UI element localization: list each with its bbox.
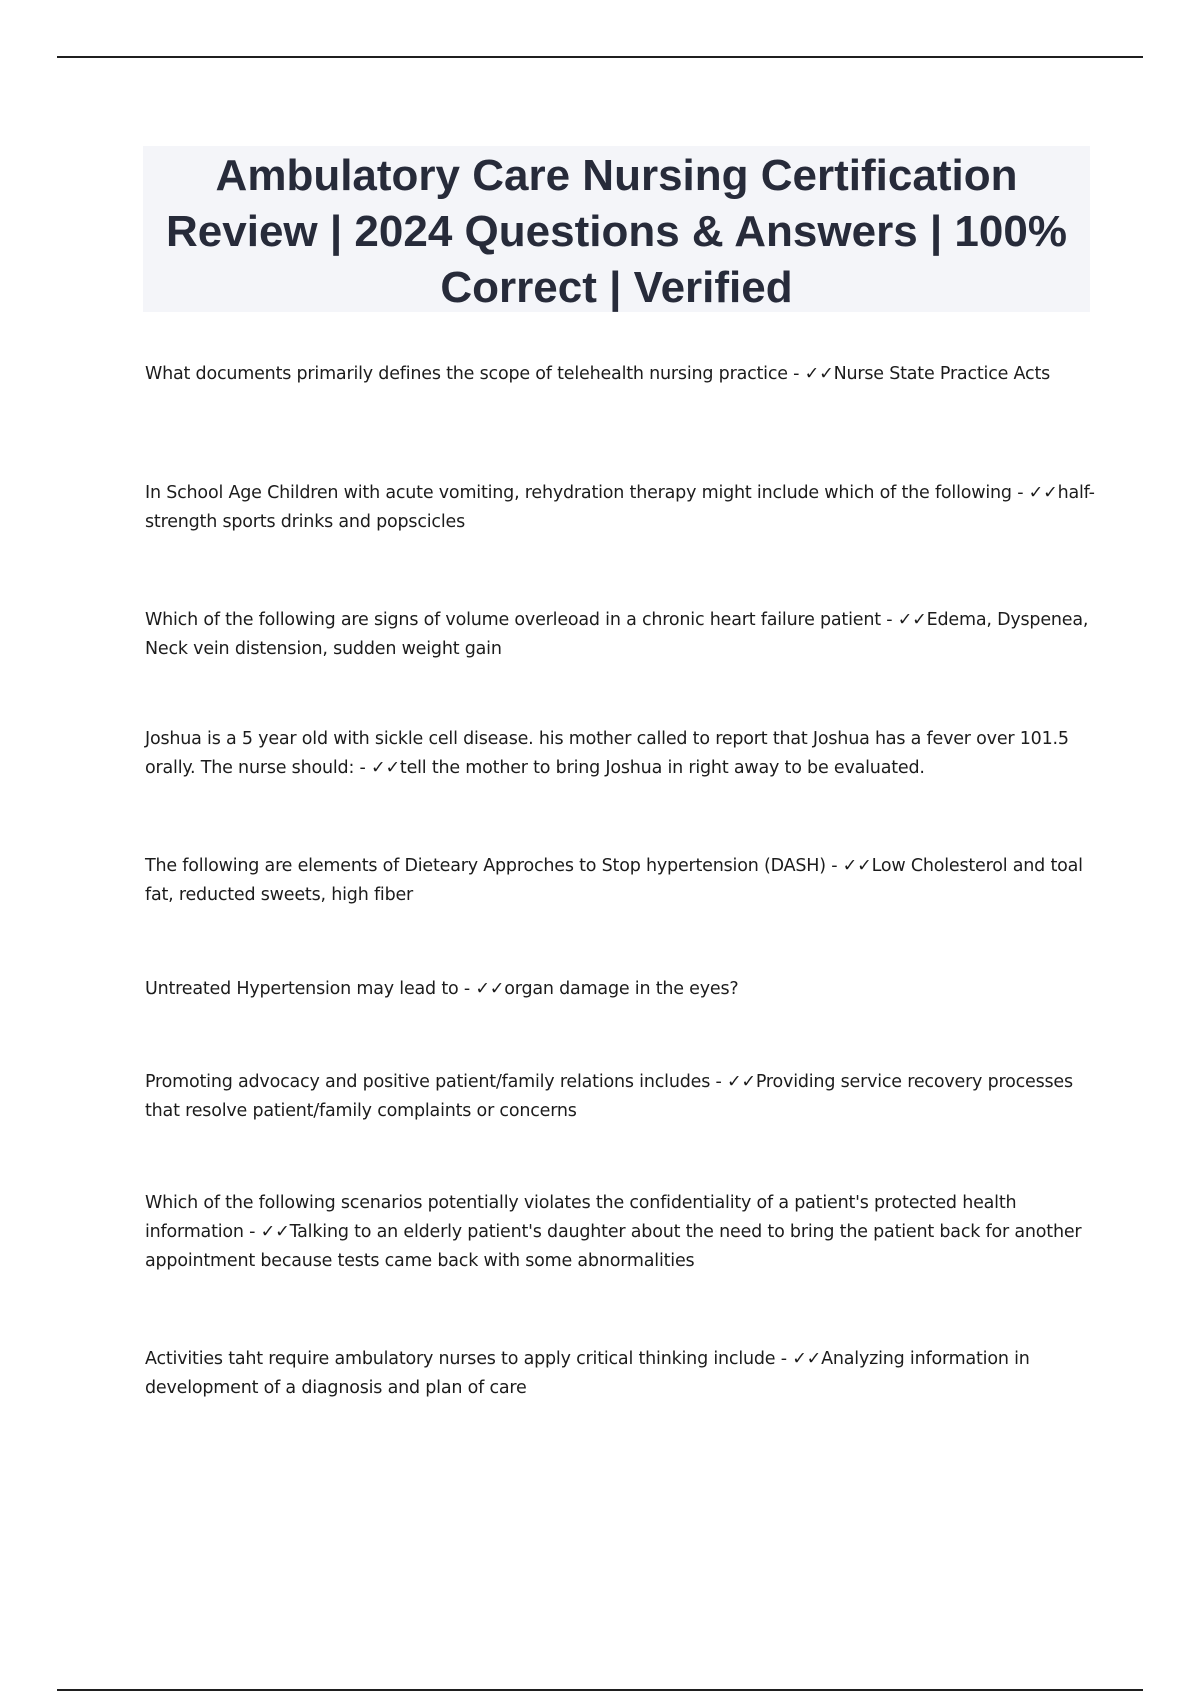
qa-item: Which of the following scenarios potentially violates the confidentiality of a patient's protected health information - ✓✓Talking to an elderly patient's daughter about the need to bring the patient back for another appointment because tests came back with some abnormalities: [145, 1193, 1082, 1271]
title-banner: [143, 146, 1090, 312]
bottom-rule: [57, 1689, 1143, 1691]
qa-item: Promoting advocacy and positive patient/family relations includes - ✓✓Providing service recovery processes that resolve patient/family complaints or concerns: [145, 1072, 1073, 1121]
qa-item: Untreated Hypertension may lead to - ✓✓organ damage in the eyes?: [145, 979, 739, 999]
qa-item: Which of the following are signs of volume overleoad in a chronic heart failure patient - ✓✓Edema, Dyspenea, Neck vein distension, sudden weight gain: [145, 610, 1089, 659]
qa-item: In School Age Children with acute vomiting, rehydration therapy might include which of the following - ✓✓half-strength sports drinks and popscicles: [145, 483, 1095, 532]
qa-item: What documents primarily defines the scope of telehealth nursing practice - ✓✓Nurse State Practice Acts: [145, 364, 1051, 384]
qa-item: Activities taht require ambulatory nurses to apply critical thinking include - ✓✓Analyzing information in development of a diagnosis and plan of care: [145, 1349, 1030, 1398]
qa-item: Joshua is a 5 year old with sickle cell disease. his mother called to report that Joshua has a fever over 101.5 orally. The nurse should: - ✓✓tell the mother to bring Joshua in right away to be evaluated.: [145, 729, 1069, 778]
qa-item: The following are elements of Dieteary Approches to Stop hypertension (DASH) - ✓✓Low Cholesterol and toal fat, reducted sweets, high fiber: [145, 856, 1083, 905]
document-title: Ambulatory Care Nursing Certification Review | 2024 Questions & Answers | 100% Correct | Verified: [166, 151, 1067, 312]
top-rule: [57, 56, 1143, 58]
